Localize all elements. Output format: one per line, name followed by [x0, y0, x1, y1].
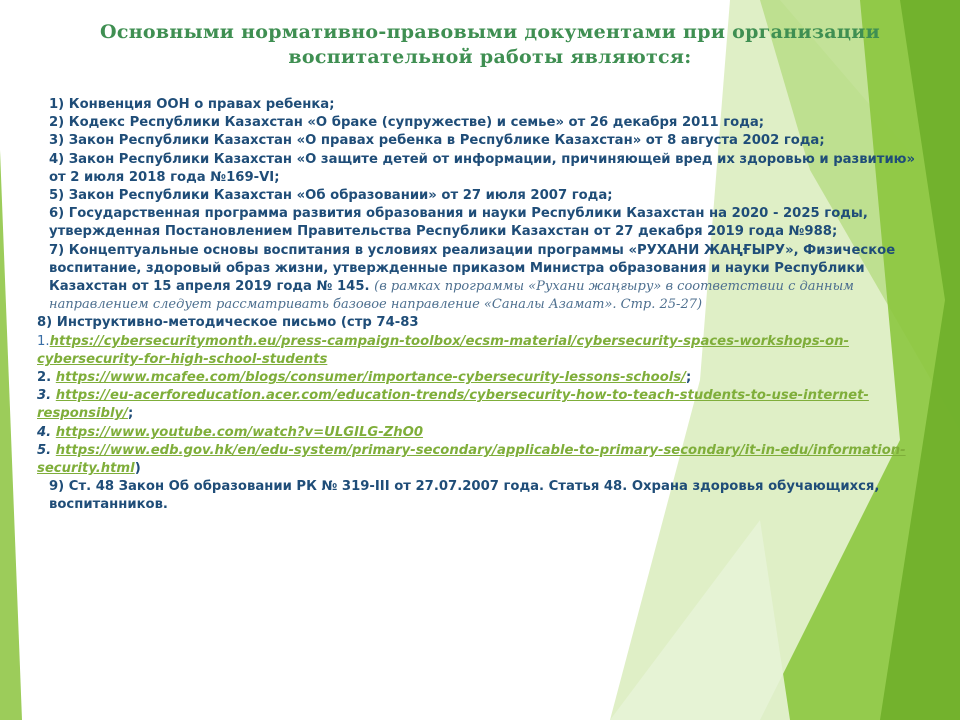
- list-item: 4) Закон Республики Казахстан «О защите детей от информации, причиняющей вред их здоровью и развитию» от 2 июля 2018 года №169-VI;: [49, 151, 916, 185]
- list-item: [37, 242, 917, 315]
- link-suffix: ;: [685, 370, 692, 386]
- link-url[interactable]: https://www.youtube.com/watch?v=ULGILG-ZhO0: [55, 424, 424, 440]
- link-number: 2.: [37, 370, 52, 386]
- list-item: 9) Ст. 48 Закон Об образовании РК № 319-III от 27.07.2007 года. Статья 48. Охрана здоровья обучающихся, воспитанников.: [49, 479, 880, 513]
- slide-title: Основными нормативно-правовыми документами при организации воспитательной работы являются:: [100, 21, 880, 68]
- list-item: 5) Закон Республики Казахстан «Об образовании» от 27 июля 2007 года;: [49, 188, 613, 204]
- link-suffix: ;: [127, 406, 134, 422]
- list-item-text: 7) Концептуальные основы воспитания в условиях реализации программы «РУХАНИ ЖАҢҒЫРУ», Физическое воспитание, здоровый образ жизни, утвержденные приказом Министра образования и науки Республики Казахстан от 15 апреля 2019 года № 145.: [49, 242, 896, 295]
- link-item: [37, 369, 917, 387]
- list-item: 3) Закон Республики Казахстан «О правах ребенка в Республике Казахстан» от 8 августа 2002 года;: [49, 133, 825, 149]
- list-item: 6) Государственная программа развития образования и науки Республики Казахстан на 2020 - 2025 годы, утвержденная Постановлением Правительства Республики Казахстан от 27 декабря 2019 года №988;: [49, 206, 868, 240]
- list-item: 1) Конвенция ООН о правах ребенка;: [49, 97, 335, 112]
- link-number: 3.: [37, 388, 52, 404]
- link-url[interactable]: https://cybersecuritymonth.eu/press-campaign-toolbox/ecsm-material/cybersecurity-spaces-workshops-on-cybersecurity-for-high-school-students: [37, 333, 849, 367]
- list-item: 8) Инструктивно-методическое письмо (стр 74-83: [37, 315, 419, 331]
- link-url[interactable]: https://www.edb.gov.hk/en/edu-system/primary-secondary/applicable-to-primary-secondary/it-in-edu/information-security.html: [37, 442, 906, 477]
- link-suffix: ): [134, 461, 141, 477]
- link-item: [37, 424, 917, 442]
- link-item: [37, 333, 917, 369]
- link-item: [37, 387, 917, 423]
- list-item: 2) Кодекс Республики Казахстан «О браке (супружестве) и семье» от 26 декабря 2011 года;: [49, 115, 765, 131]
- link-number: 5.: [37, 442, 52, 458]
- link-url[interactable]: https://eu-acerforeducation.acer.com/education-trends/cybersecurity-how-to-teach-students-to-use-internet-responsibly/: [37, 388, 869, 422]
- link-url[interactable]: https://www.mcafee.com/blogs/consumer/importance-cybersecurity-lessons-schools/: [55, 370, 686, 386]
- left-green-stripe: [0, 150, 22, 720]
- link-number: 1.: [37, 333, 50, 349]
- document-list: [37, 96, 917, 515]
- link-item: [37, 442, 917, 478]
- list-item-note: (в рамках программы «Рухани жаңғыру» в соответствии с данным направлением следует рассматривать базовое направление «Саналы Азамат». Стр. 25-27): [49, 279, 854, 313]
- link-number: 4.: [37, 424, 52, 440]
